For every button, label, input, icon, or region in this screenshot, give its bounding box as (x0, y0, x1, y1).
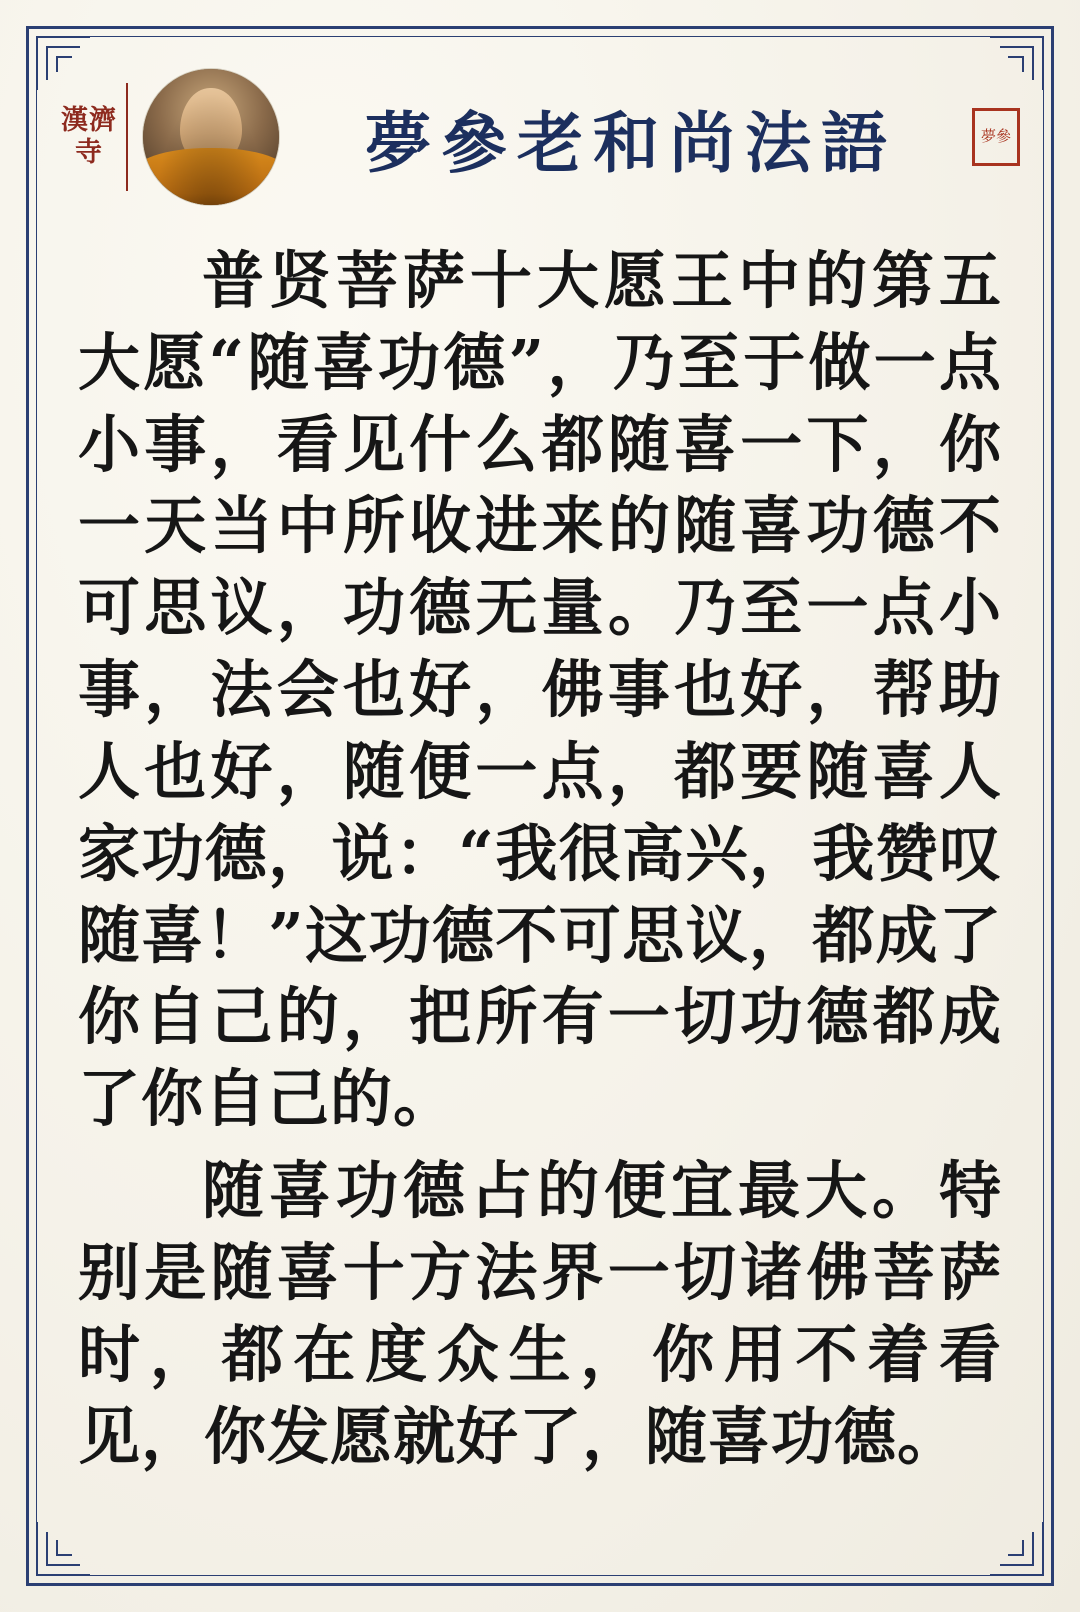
header (60, 62, 1020, 212)
header-divider (126, 83, 128, 191)
avatar-shading (143, 69, 279, 205)
avatar (142, 68, 280, 206)
temple-name: 漢濟寺 (61, 105, 117, 168)
paragraph: 普贤菩萨十大愿王中的第五大愿“随喜功德”，乃至于做一点小事，看见什么都随喜一下，你一天当中所收进来的随喜功德不可思议，功德无量。乃至一点小事，法会也好，佛事也好，帮助人也好，随便一点，都要随喜人家功德，说：“我很高兴，我赞叹随喜！”这功德不可思议，都成了你自己的，把所有一切功德都成了你自己的。 (78, 244, 1002, 1136)
article-body (78, 240, 1002, 1542)
seal-stamp-icon: 夢參 (972, 108, 1020, 166)
page-title: 夢參老和尚法語 (365, 103, 897, 182)
paragraph: 随喜功德占的便宜最大。特别是随喜十方法界一切诸佛菩萨时，都在度众生，你用不着看见，你发愿就好了，随喜功德。 (78, 1154, 1002, 1473)
